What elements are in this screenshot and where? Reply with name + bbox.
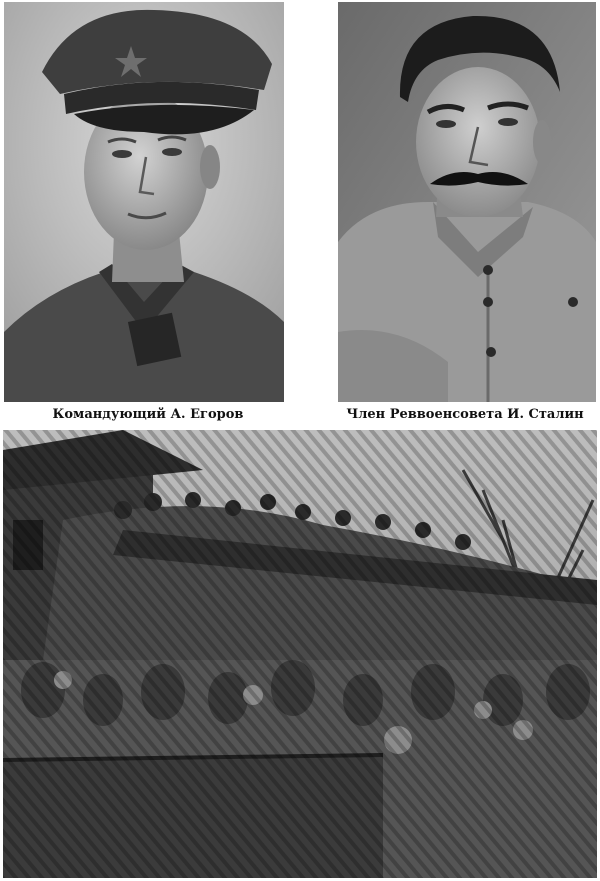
caption-stalin: Член Реввоенсовета И. Сталин (346, 407, 584, 422)
caption-egorov: Командующий А. Егоров (52, 407, 244, 422)
portrait-stalin-photo (338, 2, 596, 402)
portrait-stalin-drawing (338, 2, 596, 402)
portrait-egorov-photo (4, 2, 284, 402)
crowd-photo (3, 430, 597, 878)
crowd-drawing (3, 430, 597, 878)
portrait-egorov-drawing (4, 2, 284, 402)
